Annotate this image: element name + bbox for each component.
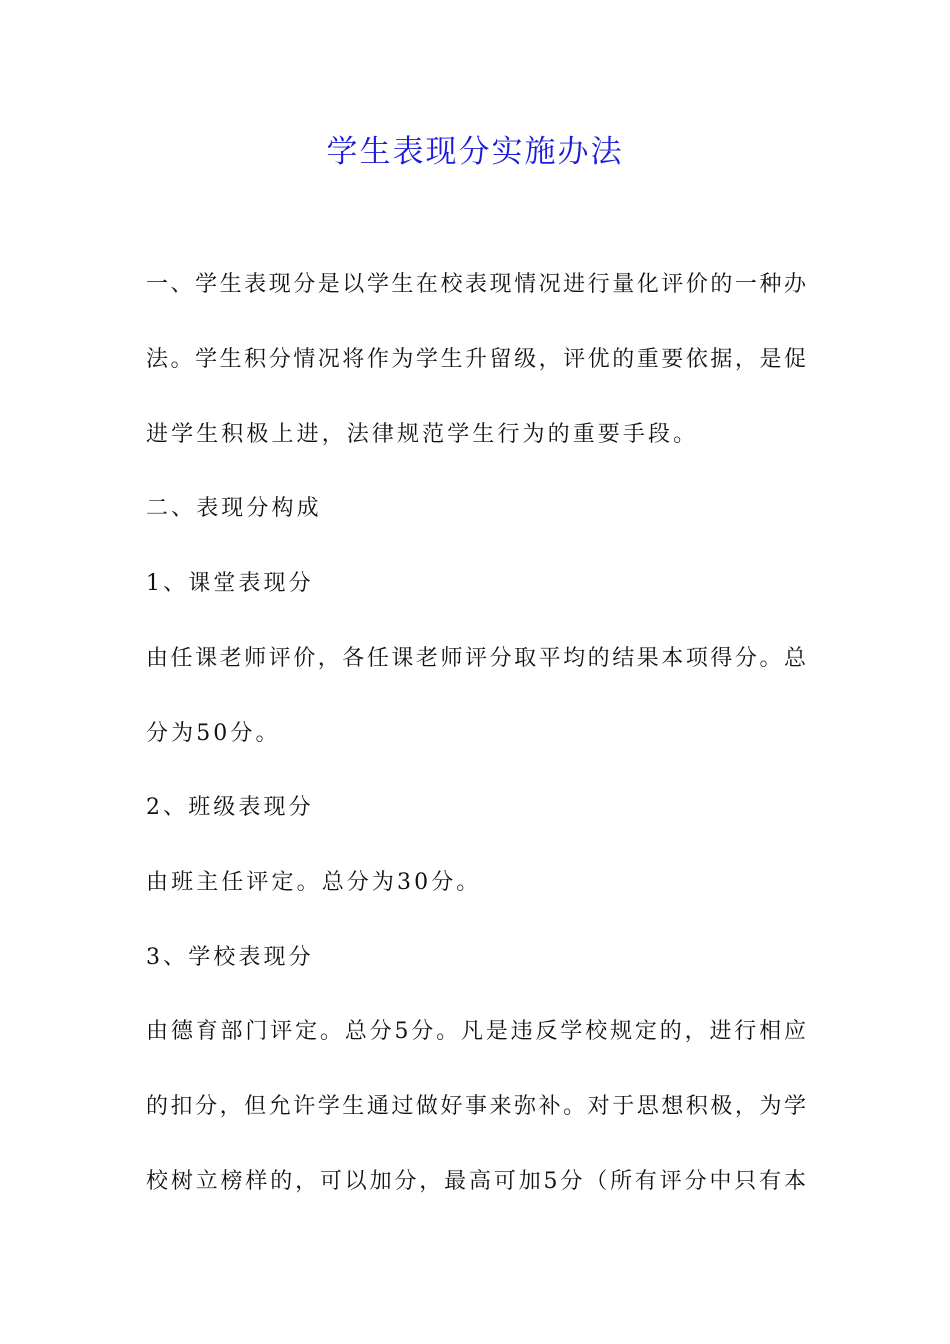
section-heading: 二、表现分构成 [146, 496, 322, 521]
paragraph-line: 进学生积极上进，法律规范学生行为的重要手段。 [146, 422, 699, 447]
paragraph-line: 由任课老师评价，各任课老师评分取平均的结果本项得分。总 [146, 646, 806, 671]
document-title: 学生表现分实施办法 [326, 134, 624, 170]
paragraph-line: 法。学生积分情况将作为学生升留级，评优的重要依据，是促 [146, 347, 806, 372]
subsection-heading: 3、学校表现分 [146, 945, 314, 970]
paragraph-line: 分为50分。 [146, 721, 281, 746]
paragraph-line: 一、学生表现分是以学生在校表现情况进行量化评价的一种办 [146, 272, 806, 297]
paragraph-line: 的扣分，但允许学生通过做好事来弥补。对于思想积极，为学 [146, 1094, 806, 1119]
subsection-heading: 2、班级表现分 [146, 795, 314, 820]
paragraph-line: 由班主任评定。总分为30分。 [146, 870, 482, 895]
subsection-heading: 1、课堂表现分 [146, 571, 314, 596]
paragraph-line: 校树立榜样的，可以加分，最高可加5分（所有评分中只有本 [146, 1169, 806, 1194]
paragraph-line: 由德育部门评定。总分5分。凡是违反学校规定的，进行相应 [146, 1019, 806, 1044]
